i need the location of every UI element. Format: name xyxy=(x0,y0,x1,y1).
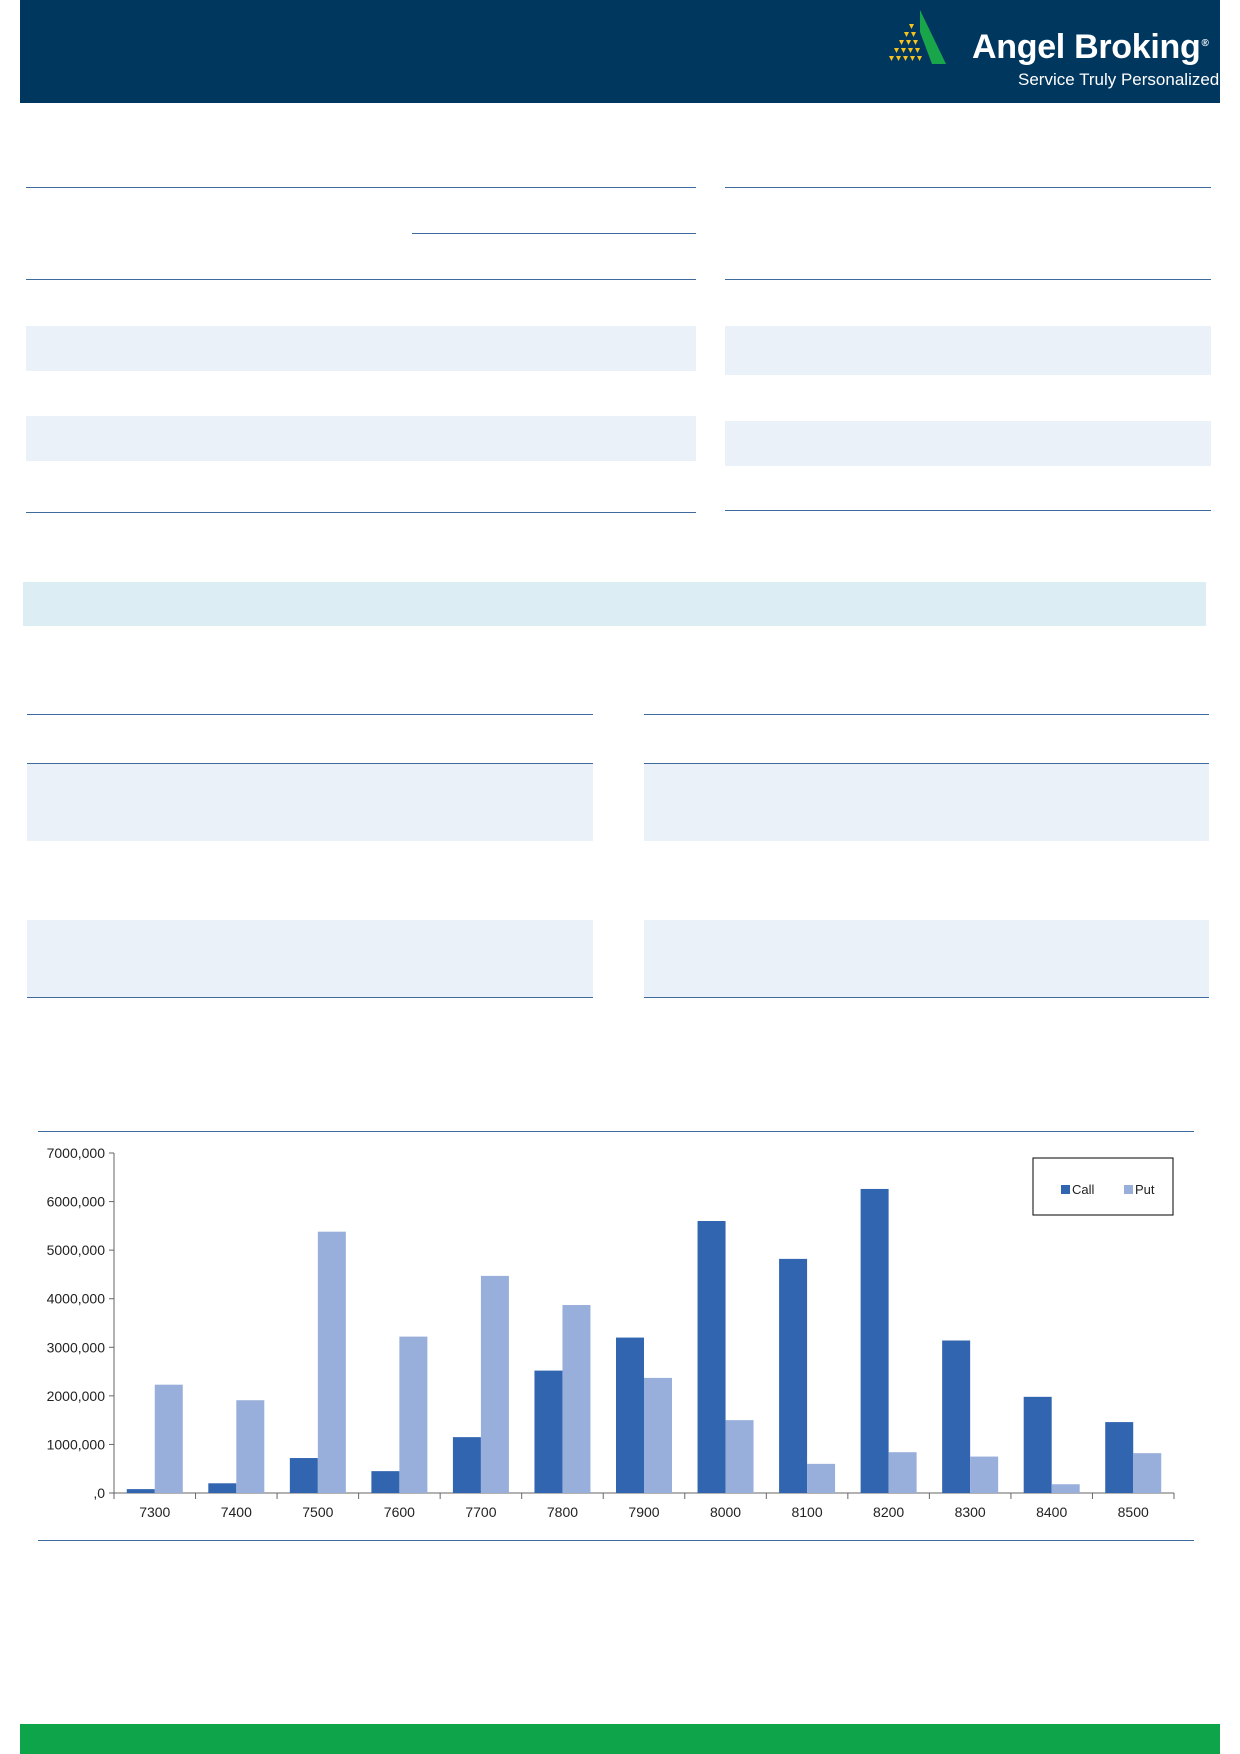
y-tick-label: 4000,000 xyxy=(46,1290,105,1307)
registered-mark: ® xyxy=(1201,37,1209,49)
x-tick-label: 7600 xyxy=(383,1504,415,1520)
y-tick-label: 7000,000 xyxy=(46,1145,105,1161)
footer-bar xyxy=(20,1724,1220,1754)
x-tick-label: 7700 xyxy=(465,1504,497,1520)
y-tick-label: 3000,000 xyxy=(46,1339,105,1356)
put-bar-8400 xyxy=(1052,1484,1080,1493)
brand-name: Angel Broking® xyxy=(972,28,1209,66)
x-tick-label: 7300 xyxy=(139,1504,171,1520)
put-bar-7700 xyxy=(481,1276,509,1493)
call-bar-8100 xyxy=(779,1259,807,1493)
y-tick-label: 2000,000 xyxy=(46,1387,105,1404)
put-bar-7300 xyxy=(155,1385,183,1493)
chart-top-rule xyxy=(38,1131,1194,1132)
y-tick-label: 5000,000 xyxy=(46,1242,105,1259)
call-bar-7500 xyxy=(290,1458,318,1493)
put-bar-8000 xyxy=(726,1420,754,1493)
y-tick-label: ,0 xyxy=(93,1485,105,1501)
open-interest-chart xyxy=(30,1140,1200,1540)
open-interest-bar-chart xyxy=(30,1140,1200,1540)
call-bar-7400 xyxy=(208,1483,236,1493)
x-tick-label: 7500 xyxy=(302,1504,334,1520)
call-bar-8000 xyxy=(698,1221,726,1493)
call-bar-7700 xyxy=(453,1437,481,1493)
brand-tagline: Service Truly Personalized xyxy=(1018,70,1220,89)
angel-broking-logo-icon xyxy=(888,10,953,64)
call-bar-8200 xyxy=(861,1189,889,1493)
put-bar-8300 xyxy=(970,1457,998,1493)
section-heading-band xyxy=(23,582,1206,626)
put-bar-8500 xyxy=(1133,1453,1161,1493)
x-tick-label: 8000 xyxy=(709,1504,742,1520)
call-bar-8300 xyxy=(942,1340,970,1493)
call-bar-7800 xyxy=(534,1371,562,1493)
x-tick-label: 8500 xyxy=(1117,1504,1149,1520)
y-tick-label: 6000,000 xyxy=(46,1193,105,1210)
call-bar-8400 xyxy=(1024,1397,1052,1493)
header-banner xyxy=(20,0,1220,103)
x-tick-label: 8100 xyxy=(791,1504,823,1520)
put-bar-7600 xyxy=(399,1337,427,1493)
put-bar-7500 xyxy=(318,1232,346,1493)
put-bar-7400 xyxy=(236,1400,264,1493)
put-bar-7900 xyxy=(644,1378,672,1493)
put-bar-8100 xyxy=(807,1464,835,1493)
call-bar-7300 xyxy=(127,1489,155,1493)
x-tick-label: 8200 xyxy=(873,1504,905,1520)
x-tick-label: 7400 xyxy=(220,1504,252,1520)
y-tick-label: 1000,000 xyxy=(46,1436,105,1453)
put-bar-8200 xyxy=(889,1452,917,1493)
put-bar-7800 xyxy=(562,1305,590,1493)
call-bar-7900 xyxy=(616,1338,644,1493)
x-tick-label: 7900 xyxy=(628,1504,660,1520)
call-bar-8500 xyxy=(1105,1422,1133,1493)
legend-swatch-call xyxy=(1061,1185,1070,1194)
x-tick-label: 8300 xyxy=(954,1504,986,1520)
legend-swatch-put xyxy=(1124,1185,1133,1194)
call-bar-7600 xyxy=(371,1471,399,1493)
chart-bottom-rule xyxy=(38,1540,1194,1541)
legend-label-call: Call xyxy=(1072,1182,1095,1197)
legend-label-put: Put xyxy=(1135,1182,1155,1197)
x-tick-label: 8400 xyxy=(1036,1504,1068,1520)
x-tick-label: 7800 xyxy=(546,1504,579,1520)
